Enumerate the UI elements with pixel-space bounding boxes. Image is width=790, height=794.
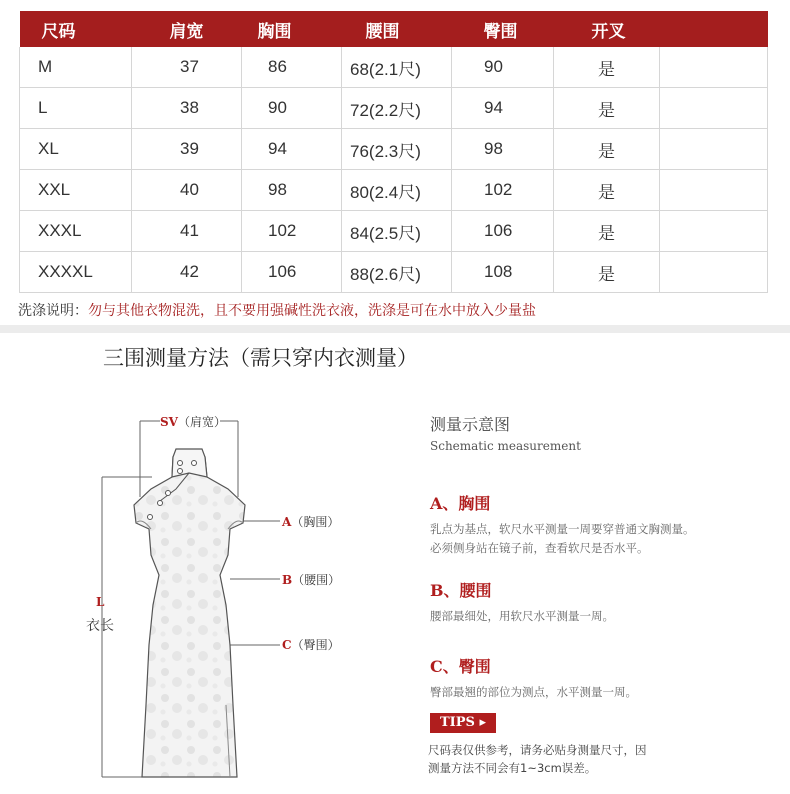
table-header-row — [20, 11, 768, 47]
cell-hip: 106 — [452, 211, 554, 252]
cell-bust: 102 — [242, 211, 342, 252]
cell-slit: 是 — [554, 47, 660, 88]
cell-waist: 68(2.1尺) — [342, 47, 452, 88]
label-c: C（臀围） — [282, 638, 340, 652]
qipao-illustration — [80, 405, 410, 790]
table-row — [20, 129, 768, 170]
label-l-text: 衣长 — [86, 618, 114, 634]
measure-waist-head: B、腰围 — [430, 581, 492, 600]
label-sv: SV（肩宽） — [160, 415, 226, 429]
cell-shoulder: 40 — [132, 170, 242, 211]
dress-diagram — [80, 405, 410, 794]
cell-hip: 90 — [452, 47, 554, 88]
schematic-title: 测量示意图 — [430, 415, 511, 434]
header-blank — [660, 11, 768, 47]
tips-line1: 尺码表仅供参考，请务必贴身测量尺寸，因 — [428, 743, 647, 757]
table-row — [20, 88, 768, 129]
cell-size: XXXL — [20, 211, 132, 252]
header-slit: 开叉 — [554, 11, 660, 47]
header-bust: 胸围 — [242, 11, 342, 47]
size-table — [19, 11, 768, 293]
header-size: 尺码 — [20, 11, 132, 47]
cell-hip: 102 — [452, 170, 554, 211]
cell-blank — [660, 170, 768, 211]
table-row — [20, 252, 768, 293]
wash-instructions — [18, 300, 536, 320]
cell-slit: 是 — [554, 88, 660, 129]
cell-waist: 80(2.4尺) — [342, 170, 452, 211]
cell-slit: 是 — [554, 170, 660, 211]
cell-shoulder: 41 — [132, 211, 242, 252]
cell-blank — [660, 252, 768, 293]
cell-waist: 76(2.3尺) — [342, 129, 452, 170]
measure-hip-head: C、臀围 — [430, 657, 491, 676]
cell-hip: 94 — [452, 88, 554, 129]
cell-size: XXL — [20, 170, 132, 211]
cell-size: L — [20, 88, 132, 129]
wash-text: 勿与其他衣物混洗，且不要用强碱性洗衣液，洗涤是可在水中放入少量盐 — [88, 303, 536, 319]
section-divider — [0, 325, 790, 333]
cell-bust: 86 — [242, 47, 342, 88]
schematic-panel — [430, 412, 780, 702]
measure-bust-desc1: 乳点为基点，软尺水平测量一周要穿普通文胸测量。 — [430, 522, 695, 536]
cell-waist: 84(2.5尺) — [342, 211, 452, 252]
cell-size: XL — [20, 129, 132, 170]
tips-line2: 测量方法不同会有1~3cm误差。 — [428, 761, 597, 775]
cell-shoulder: 37 — [132, 47, 242, 88]
table-row — [20, 47, 768, 88]
measure-bust-head: A、胸围 — [430, 494, 491, 513]
cell-hip: 108 — [452, 252, 554, 293]
cell-size: M — [20, 47, 132, 88]
method-title: 三围测量方法（需只穿内衣测量） — [103, 346, 418, 370]
label-b: B（腰围） — [282, 573, 341, 587]
cell-bust: 106 — [242, 252, 342, 293]
measure-hip-desc: 臀部最翘的部位为测点，水平测量一周。 — [430, 685, 637, 699]
header-shoulder: 肩宽 — [132, 11, 242, 47]
measure-waist — [430, 578, 780, 626]
cell-blank — [660, 47, 768, 88]
measure-bust-desc2: 必须侧身站在镜子前，查看软尺是否水平。 — [430, 541, 649, 555]
label-l: L — [96, 595, 105, 609]
cell-shoulder: 42 — [132, 252, 242, 293]
schematic-subtitle: Schematic measurement — [430, 439, 581, 453]
table-row — [20, 170, 768, 211]
cell-slit: 是 — [554, 252, 660, 293]
cell-blank — [660, 129, 768, 170]
label-a: A（胸围） — [282, 515, 340, 529]
measure-waist-desc: 腰部最细处，用软尺水平测量一周。 — [430, 609, 614, 623]
cell-hip: 98 — [452, 129, 554, 170]
header-waist: 腰围 — [342, 11, 452, 47]
header-hip: 臀围 — [452, 11, 554, 47]
cell-slit: 是 — [554, 129, 660, 170]
tips-text — [428, 741, 647, 777]
tips-badge: TIPS ▸ — [430, 713, 496, 733]
measure-hip — [430, 654, 780, 702]
cell-waist: 88(2.6尺) — [342, 252, 452, 293]
cell-slit: 是 — [554, 211, 660, 252]
cell-waist: 72(2.2尺) — [342, 88, 452, 129]
cell-blank — [660, 88, 768, 129]
measure-bust — [430, 491, 780, 558]
wash-label: 洗涤说明： — [18, 303, 88, 319]
cell-size: XXXXL — [20, 252, 132, 293]
cell-blank — [660, 211, 768, 252]
cell-bust: 94 — [242, 129, 342, 170]
cell-bust: 90 — [242, 88, 342, 129]
cell-shoulder: 39 — [132, 129, 242, 170]
cell-bust: 98 — [242, 170, 342, 211]
cell-shoulder: 38 — [132, 88, 242, 129]
table-row — [20, 211, 768, 252]
